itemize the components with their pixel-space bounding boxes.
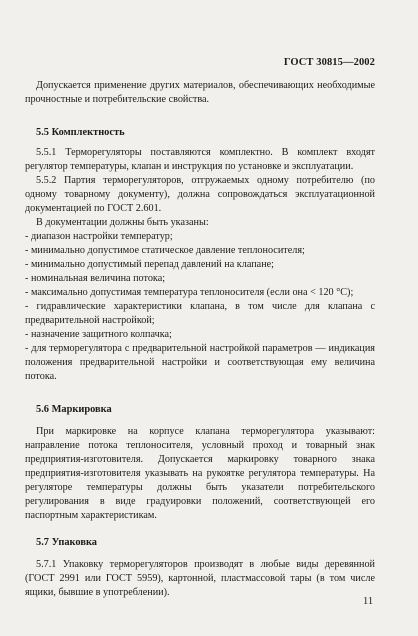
document-code: ГОСТ 30815—2002 [283,57,375,68]
page-body [25,79,375,600]
list-item: - номинальная величина потока; [25,273,166,284]
list-item: - назначение защитного колпачка; [25,329,172,340]
list-item: - диапазон настройки температур; [25,231,173,242]
list-item: - минимально допустимое статическое давление теплоносителя; [25,245,305,256]
list-item: - минимально допустимый перепад давлений на клапане; [25,259,274,270]
paragraph-5-5-1: 5.5.1 Терморегуляторы поставляются комплектно. В комплект входят регулятор температуры, клапан и инструкция по установке и эксплуатации. [25,147,375,172]
list-item: - гидравлические характеристики клапана, в том числе для клапана с предварительной настройкой; [25,301,375,326]
paragraph-5-7-1: 5.7.1 Упаковку терморегуляторов производят в любые виды деревянной (ГОСТ 2991 или ГОСТ 5959), картонной, пластмассовой тары (в том числе ящики, бывшие в употреблении). [25,559,375,598]
intro-paragraph: Допускается применение других материалов, обеспечивающих необходимые прочностные и потребительские свойства. [25,80,375,105]
section-heading-5-7: 5.7 Упаковка [36,537,97,548]
paragraph-documentation-intro: В документации должны быть указаны: [36,217,209,228]
page-number: 11 [363,596,374,607]
paragraph-5-6: При маркировке на корпусе клапана терморегулятора указывают: направление потока теплоносителя, условный проход и товарный знак предприятия-изготовителя. Допускается маркировку товарного знака предприятия-изготовителя указывать на рукоятке регулятора температуры. На регуляторе температуры должны быть указатели потребительского регулирования в виде градуировки положений, соответствующей его паспортным характеристикам. [25,426,375,521]
list-item: - максимально допустимая температура теплоносителя (если она < 120 °С); [25,287,354,298]
section-heading-5-5: 5.5 Комплектность [36,127,125,138]
paragraph-5-5-2: 5.5.2 Партия терморегуляторов, отгружаемых одному потребителю (по одному товарному документу), должна сопровождаться эксплуатационной документацией по ГОСТ 2.601. [25,175,375,214]
section-heading-5-6: 5.6 Маркировка [36,404,112,415]
list-item: - для терморегулятора с предварительной настройкой параметров — индикация положения предварительной настройки и соответствующая ему величина потока. [25,343,375,382]
